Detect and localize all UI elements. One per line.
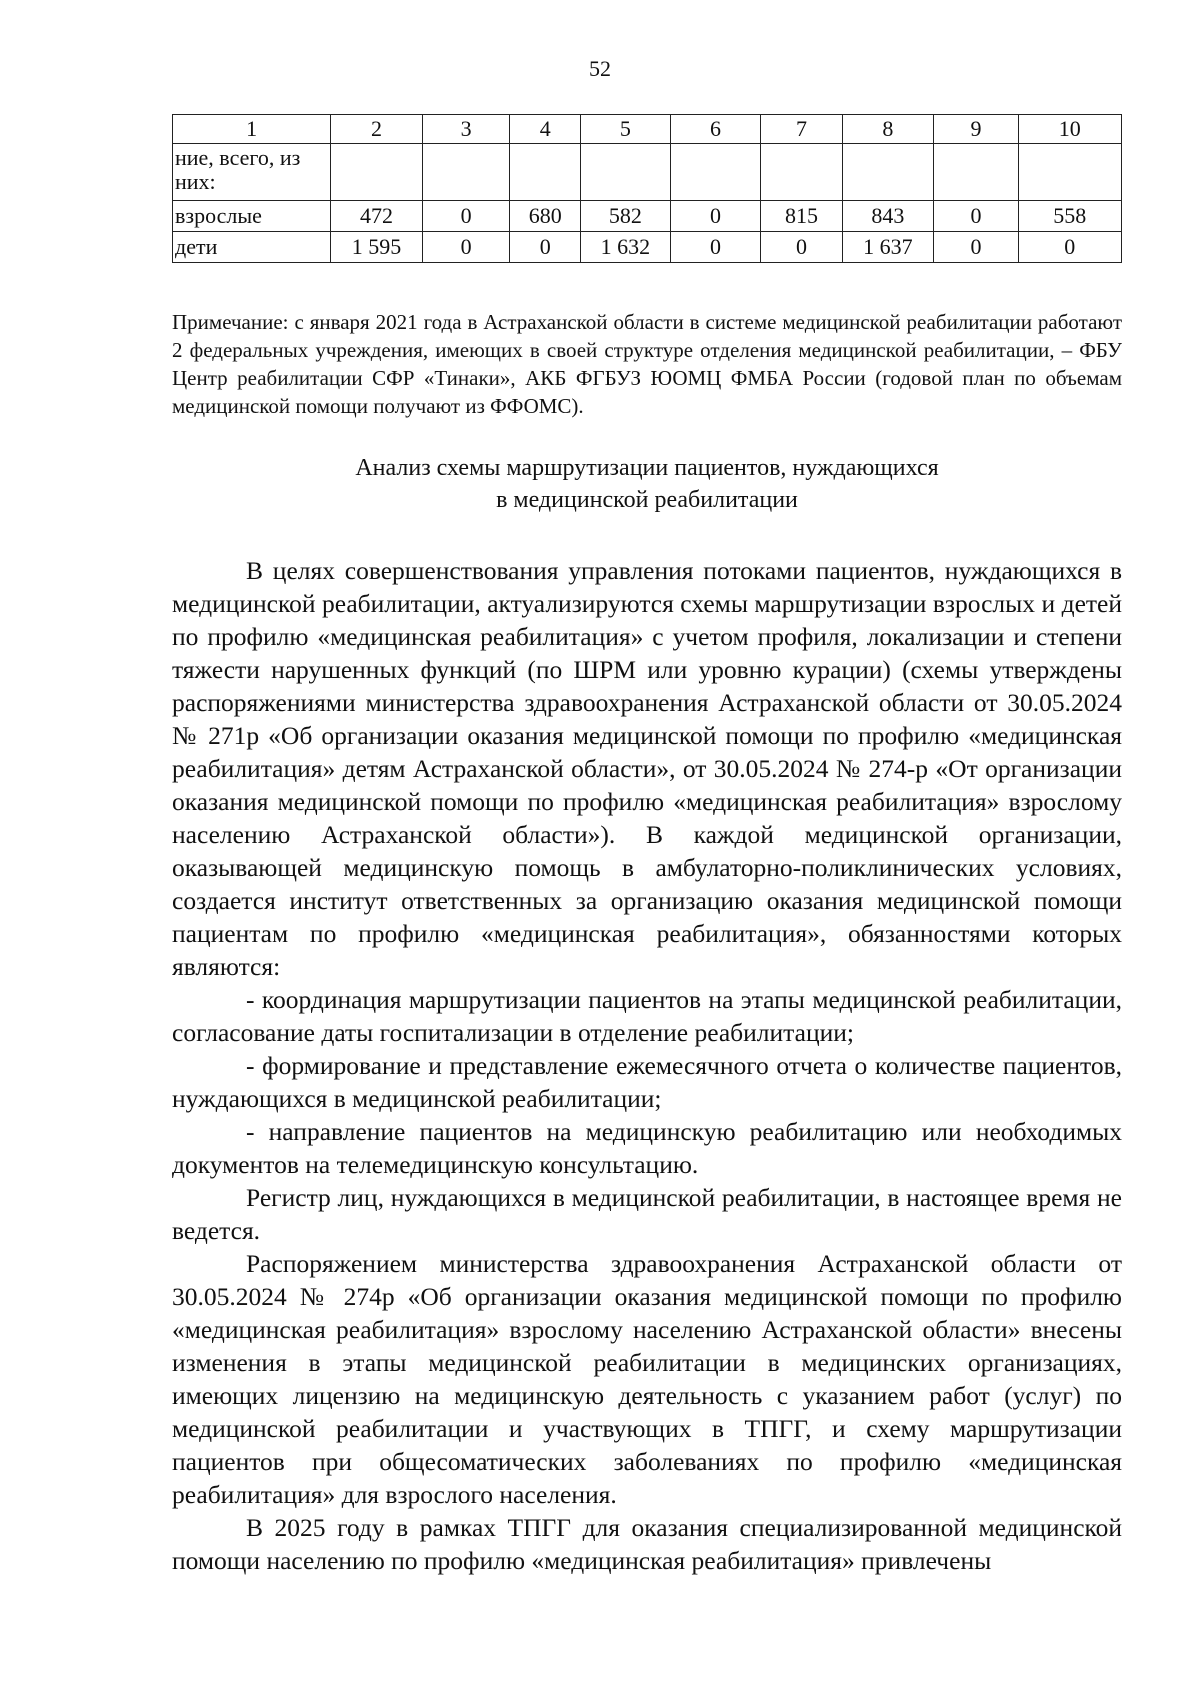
table-cell: 0 (670, 232, 761, 263)
table-header-cell: 5 (581, 115, 671, 144)
list-item: - направление пациентов на медицинскую реабилитацию или необходимых документов на телемедицинскую консультацию. (172, 1117, 1122, 1179)
table-cell (331, 144, 423, 201)
table-cell: 680 (510, 201, 581, 232)
table-header-cell: 4 (510, 115, 581, 144)
paragraph: Распоряжением министерства здравоохранения Астраханской области от 30.05.2024 № 274р «Об организации оказания медицинской помощи по профилю «медицинская реабилитация» взрослому населению Астраханской области» внесены изменения в этапы медицинской реабилитации в медицинских организациях, имеющих лицензию на медицинскую деятельность с указанием работ (услуг) по медицинской реабилитации и участвующих в ТПГГ, и схему маршрутизации пациентов при общесоматических заболеваниях по профилю «медицинская реабилитация» для взрослого населения. (172, 1249, 1122, 1509)
table-cell (670, 144, 761, 201)
table-cell (934, 144, 1018, 201)
table-header-cell: 8 (842, 115, 934, 144)
table-header-cell: 7 (761, 115, 842, 144)
section-title (172, 452, 1122, 516)
table-row-label: дети (173, 232, 331, 263)
table-cell: 815 (761, 201, 842, 232)
table-cell: 0 (510, 232, 581, 263)
table-cell: 1 632 (581, 232, 671, 263)
table-cell: 0 (422, 201, 510, 232)
section-title-line: Анализ схемы маршрутизации пациентов, нуждающихся (355, 455, 939, 481)
table-cell: 0 (670, 201, 761, 232)
data-table (172, 114, 1122, 263)
table-cell: 0 (422, 232, 510, 263)
table-cell (581, 144, 671, 201)
paragraph: Регистр лиц, нуждающихся в медицинской реабилитации, в настоящее время не ведется. (172, 1183, 1122, 1245)
table-row-label: взрослые (173, 201, 331, 232)
table-cell: 843 (842, 201, 934, 232)
table-cell: 0 (761, 232, 842, 263)
table-header-cell: 1 (173, 115, 331, 144)
table-row-adults (173, 201, 1122, 232)
table-row-children (173, 232, 1122, 263)
table-header-cell: 9 (934, 115, 1018, 144)
table-header-cell: 6 (670, 115, 761, 144)
table-header-row (173, 115, 1122, 144)
table-row-label: ние, всего, из них: (173, 144, 331, 201)
paragraph: В 2025 году в рамках ТПГГ для оказания специализированной медицинской помощи населению по профилю «медицинская реабилитация» привлечены (172, 1513, 1122, 1575)
list-item: - координация маршрутизации пациентов на этапы медицинской реабилитации, согласование даты госпитализации в отделение реабилитации; (172, 985, 1122, 1047)
table-row-total (173, 144, 1122, 201)
table-cell: 1 637 (842, 232, 934, 263)
table-header-cell: 3 (422, 115, 510, 144)
list-item: - формирование и представление ежемесячного отчета о количестве пациентов, нуждающихся в медицинской реабилитации; (172, 1051, 1122, 1113)
table-note: Примечание: с января 2021 года в Астраханской области в системе медицинской реабилитации работают 2 федеральных учреждения, имеющих в своей структуре отделения медицинской реабилитации, – ФБУ Центр реабилитации СФР «Тинаки», АКБ ФГБУЗ ЮОМЦ ФМБА России (годовой план по объемам медицинской помощи получают из ФФОМС). (172, 310, 1122, 418)
table-cell: 558 (1018, 201, 1121, 232)
table-header-cell: 2 (331, 115, 423, 144)
table-cell (761, 144, 842, 201)
body-text (172, 554, 1122, 1577)
table-cell (422, 144, 510, 201)
table-cell (1018, 144, 1121, 201)
table-cell: 582 (581, 201, 671, 232)
page-number: 52 (589, 56, 611, 81)
table-cell: 0 (1018, 232, 1121, 263)
table-cell (510, 144, 581, 201)
table-cell: 1 595 (331, 232, 423, 263)
table-cell (842, 144, 934, 201)
paragraph: В целях совершенствования управления потоками пациентов, нуждающихся в медицинской реабилитации, актуализируются схемы маршрутизации взрослых и детей по профилю «медицинская реабилитация» с учетом профиля, локализации и степени тяжести нарушенных функций (по ШРМ или уровню курации) (схемы утверждены распоряжениями министерства здравоохранения Астраханской области от 30.05.2024 № 271р «Об организации оказания медицинской помощи по профилю «медицинская реабилитация» детям Астраханской области», от 30.05.2024 № 274-р «От организации оказания медицинской помощи по профилю «медицинская реабилитация» взрослому населению Астраханской области»). В каждой медицинской организации, оказывающей медицинскую помощь в амбулаторно-поликлинических условиях, создается институт ответственных за организацию оказания медицинской помощи пациентам по профилю «медицинская реабилитация», обязанностями которых являются: (172, 556, 1122, 981)
table-cell: 472 (331, 201, 423, 232)
section-title-line: в медицинской реабилитации (496, 487, 798, 513)
table-cell: 0 (934, 232, 1018, 263)
table-cell: 0 (934, 201, 1018, 232)
table-header-cell: 10 (1018, 115, 1121, 144)
